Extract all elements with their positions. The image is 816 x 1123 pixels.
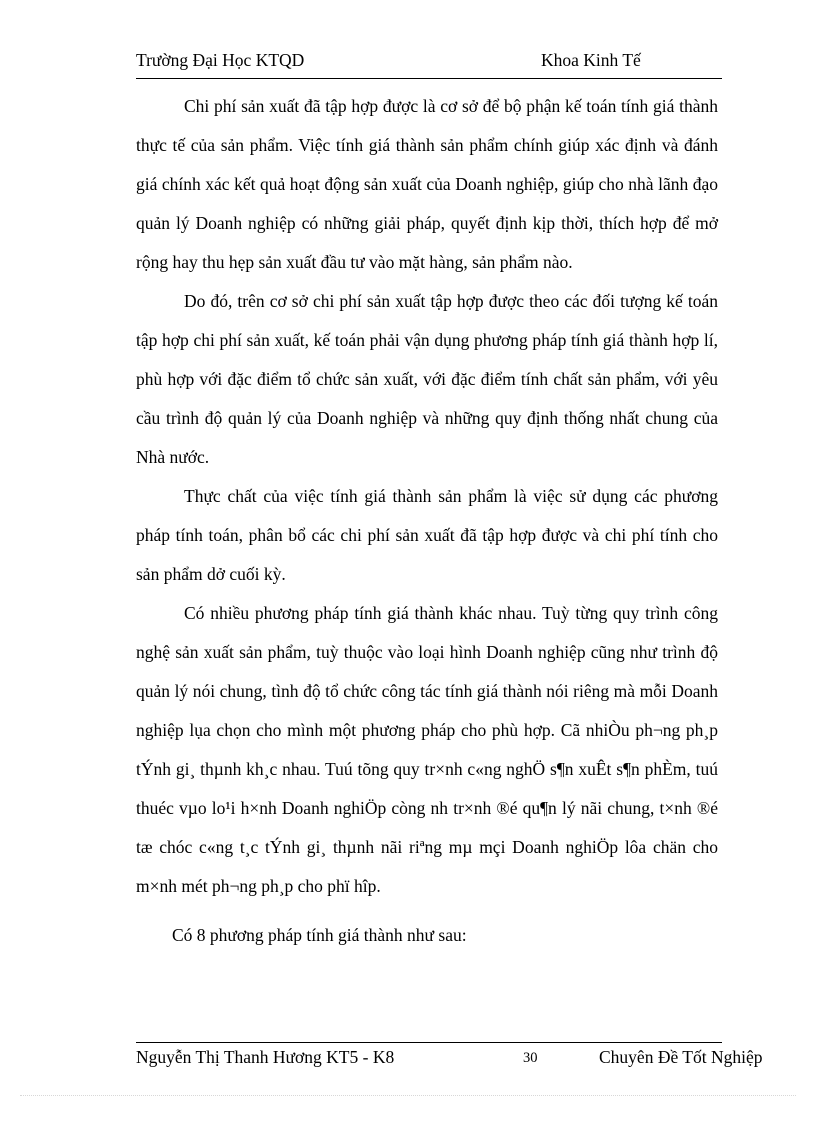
footer-doc-title: Chuyên Đề Tốt Nghiệp <box>599 1047 763 1067</box>
paragraph-3: Thực chất của việc tính giá thành sản phẩm là việc sử dụng các phương pháp tính toán, phân bổ các chi phí sản xuất đã tập hợp được và chi phí tính cho sản phẩm dở cuối kỳ. <box>136 486 718 584</box>
document-body <box>136 87 718 955</box>
footer-author: Nguyễn Thị Thanh Hương KT5 - K8 <box>136 1047 395 1067</box>
paragraph-4: Có nhiều phương pháp tính giá thành khác nhau. Tuỳ từng quy trình công nghệ sản xuất sản phẩm, tuỳ thuộc vào loại hình Doanh nghiệp cũng như trình độ quản lý nói chung, tình độ tổ chức công tác tính giá thành nói riêng mà mỗi Doanh nghiệp lụa chọn cho mình một phương pháp cho phù hợp. Cã nhiÒu ph¬ng ph¸p tÝnh gi¸ thµnh kh¸c nhau. Tuú tõng quy tr×nh c«ng nghÖ s¶n xuÊt s¶n phÈm, tuú thuéc vµo lo¹i h×nh Doanh nghiÖp còng nh tr×nh ®é qu¶n lý nãi chung, t×nh ®é tæ chóc c«ng t¸c tÝnh gi¸ thµnh nãi riªng mµ mçi Doanh nghiÖp lôa chän cho m×nh mét ph¬ng ph¸p cho phï hîp. <box>136 603 718 896</box>
header-school: Trường Đại Học KTQD <box>136 50 305 70</box>
page-number: 30 <box>523 1050 538 1066</box>
footer-rule <box>136 1042 722 1043</box>
paragraph-2: Do đó, trên cơ sở chi phí sản xuất tập hợp được theo các đối tượng kế toán tập hợp chi phí sản xuất, kế toán phải vận dụng phương pháp tính giá thành hợp lí, phù hợp với đặc điểm tổ chức sản xuất, với đặc điểm tính chất sản phẩm, với yêu cầu trình độ quản lý của Doanh nghiệp và những quy định thống nhất chung của Nhà nước. <box>136 291 718 467</box>
header-faculty: Khoa Kinh Tế <box>541 50 641 70</box>
closing-line: Có 8 phương pháp tính giá thành như sau: <box>172 925 467 945</box>
page-header <box>136 48 722 79</box>
paragraph-1: Chi phí sản xuất đã tập hợp được là cơ sở để bộ phận kế toán tính giá thành thực tế của sản phẩm. Việc tính giá thành sản phẩm chính giúp xác định và đánh giá chính xác kết quả hoạt động sản xuất của Doanh nghiệp, giúp cho nhà lãnh đạo quản lý Doanh nghiệp có những giải pháp, quyết định kịp thời, thích hợp để mở rộng hay thu hẹp sản xuất đầu tư vào mặt hàng, sản phẩm nào. <box>136 96 718 272</box>
page-bottom-border <box>20 1095 796 1096</box>
